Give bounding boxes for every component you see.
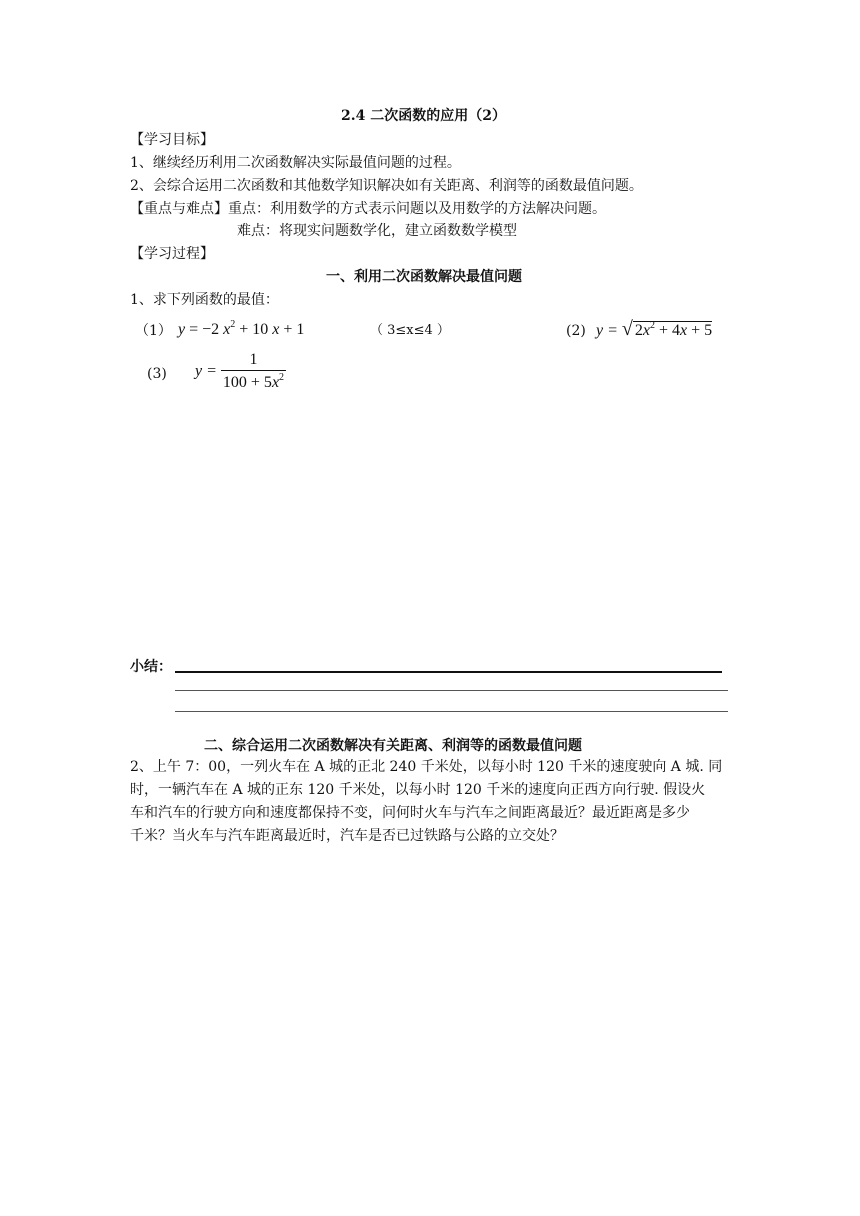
question-2-line: 时，一辆汽车在 A 城的正东 120 千米处，以每小时 120 千米的速度向正西方向行驶. 假设火	[130, 782, 706, 798]
equation-1: y = −2 $x^2 + 10$ x + 1	[178, 319, 305, 338]
difficulty-text: 难点：将现实问题数学化，建立函数数学模型	[237, 223, 517, 239]
key-points-label: 【重点与难点】	[130, 201, 228, 217]
key-points-line	[130, 199, 606, 219]
section-1-title: 一、利用二次函数解决最值问题	[326, 269, 522, 285]
summary-line-3	[175, 711, 728, 712]
equation-2-label: (2)	[566, 323, 586, 339]
sqrt-sign: √ $2x^2 + 4x + 5$	[621, 318, 713, 340]
section-2-title: 二、综合运用二次函数解决有关距离、利润等的函数最值问题	[204, 738, 582, 754]
goal-header: 【学习目标】	[130, 132, 214, 148]
key-points-text: 重点：利用数学的方式表示问题以及用数学的方法解决问题。	[228, 201, 606, 217]
equation-2: y = √ $2x^2 + 4x + 5$	[596, 317, 712, 343]
summary-line-1	[175, 671, 722, 673]
question-2-line: 2、上午 7：00，一列火车在 A 城的正北 240 千米处，以每小时 120 千米的速度驶向 A 城. 同	[130, 759, 723, 775]
question-2-text	[130, 756, 730, 848]
equation-3-label: (3)	[147, 366, 167, 382]
summary-line-2	[175, 690, 728, 691]
summary-label: 小结：	[130, 659, 172, 675]
question-2-line: 千米？当火车与汽车距离最近时，汽车是否已过铁路与公路的立交处？	[130, 828, 564, 844]
equation-1-label: （1）	[135, 323, 172, 339]
page-title: 2.4 二次函数的应用（2）	[341, 108, 506, 124]
process-header: 【学习过程】	[130, 246, 214, 262]
equation-1-condition: （ 3≤x≤4 ）	[370, 323, 450, 338]
question-1-text: 1、求下列函数的最值：	[130, 292, 279, 308]
question-2-line: 车和汽车的行驶方向和速度都保持不变，问何时火车与汽车之间距离最近？最近距离是多少	[130, 805, 690, 821]
goal-item-2: 2、会综合运用二次函数和其他数学知识解决如有关距离、利润等的函数最值问题。	[130, 178, 643, 194]
equation-3: y = $\frac{1}{100 + 5x^2}$	[195, 351, 285, 391]
fraction: $\frac{1}{100 + 5x^2}$	[222, 351, 285, 391]
goal-item-1: 1、继续经历利用二次函数解决实际最值问题的过程。	[130, 155, 461, 171]
